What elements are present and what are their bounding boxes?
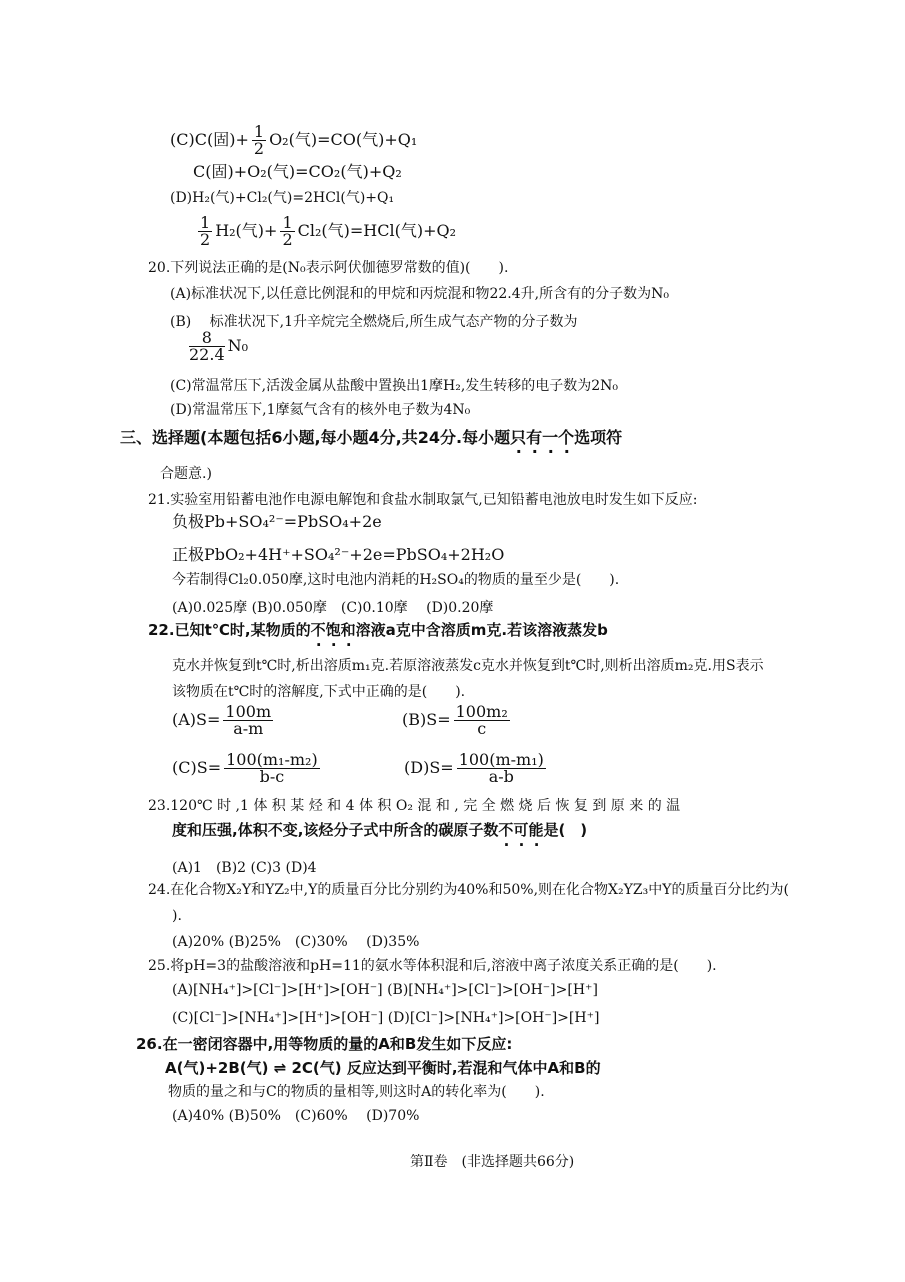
emphasis-char: 和 bbox=[340, 621, 356, 639]
q23-line2 bbox=[172, 820, 587, 840]
q22-line2: 克水并恢复到t℃时,析出溶质m₁克.若原溶液蒸发c克水并恢复到t℃时,则析出溶质m₂克.用S表示 bbox=[172, 658, 764, 674]
q22-a-fraction bbox=[223, 704, 273, 737]
section-3-title bbox=[120, 428, 622, 448]
section-3-title-text: 三、选择题(本题包括6小题,每小题4分,共24分.每小题 bbox=[120, 428, 511, 447]
q22-d-fraction bbox=[457, 752, 546, 785]
q20-option-a: (A)标准状况下,以任意比例混和的甲烷和丙烷混和物22.4升,所含有的分子数为N₀ bbox=[170, 286, 669, 302]
q19-c-fraction bbox=[252, 124, 266, 157]
option-label: (D)S= bbox=[404, 758, 454, 777]
q25-options-ab: (A)[NH₄⁺]>[Cl⁻]>[H⁺]>[OH⁻] (B)[NH₄⁺]>[Cl⁻]>[OH⁻]>[H⁺] bbox=[172, 982, 598, 998]
emphasis-char: 不 bbox=[310, 621, 326, 639]
q21-options: (A)0.025摩 (B)0.050摩 (C)0.10摩 (D)0.20摩 bbox=[172, 600, 494, 616]
q19-d-text-d: Cl₂(气)=HCl(气)+Q₂ bbox=[297, 221, 457, 240]
fraction-denominator: 22.4 bbox=[189, 345, 225, 364]
emphasis-char: 不 bbox=[498, 821, 514, 839]
fraction-numerator: 100(m₁-m₂) bbox=[226, 750, 318, 769]
part-2-heading: 第Ⅱ卷 (非选择题共66分) bbox=[410, 1154, 575, 1170]
emphasis-char: 可 bbox=[513, 821, 529, 839]
q20-stem: 20.下列说法正确的是(N₀表示阿伏伽德罗常数的值)( ). bbox=[148, 260, 509, 276]
fraction-numerator: 1 bbox=[253, 122, 265, 141]
option-label: (C)S= bbox=[172, 758, 222, 777]
q26-line3: 物质的量之和与C的物质的量相等,则这时A的转化率为( ). bbox=[168, 1084, 545, 1100]
fraction-denominator: c bbox=[477, 719, 487, 738]
q20-option-d: (D)常温常压下,1摩氦气含有的核外电子数为4N₀ bbox=[170, 402, 471, 418]
q23-line1: 23.120℃ 时 ,1 体 积 某 烃 和 4 体 积 O₂ 混 和 , 完 全 燃 烧 后 恢 复 到 原 来 的 温 bbox=[148, 798, 681, 814]
q23-options: (A)1 (B)2 (C)3 (D)4 bbox=[172, 860, 317, 876]
q21-positive-electrode: 正极PbO₂+4H⁺+SO₄²⁻+2e=PbSO₄+2H₂O bbox=[172, 545, 505, 564]
fraction-denominator: a-m bbox=[233, 719, 264, 738]
section-3-title-tail: 选项符 bbox=[574, 428, 623, 447]
q25-options-cd: (C)[Cl⁻]>[NH₄⁺]>[H⁺]>[OH⁻] (D)[Cl⁻]>[NH₄⁺]>[OH⁻]>[H⁺] bbox=[172, 1010, 600, 1026]
q22-option-b bbox=[402, 704, 513, 737]
fraction-denominator: b-c bbox=[259, 767, 285, 786]
q19-d-fraction-1 bbox=[198, 215, 212, 248]
q23-line2-tail: 是( ) bbox=[543, 821, 588, 839]
q19-option-c-line2: C(固)+O₂(气)=CO₂(气)+Q₂ bbox=[193, 162, 402, 181]
option-label: (B)S= bbox=[402, 710, 451, 729]
q26-line2: A(气)+2B(气) ⇌ 2C(气) 反应达到平衡时,若混和气体中A和B的 bbox=[165, 1059, 601, 1077]
emphasis-char: 个 bbox=[558, 428, 575, 447]
q24-options: (A)20% (B)25% (C)30% (D)35% bbox=[172, 934, 420, 950]
q25-stem: 25.将pH=3的盐酸溶液和pH=11的氨水等体积混和后,溶液中离子浓度关系正确的是( ). bbox=[148, 958, 717, 974]
q22-option-a bbox=[172, 704, 276, 737]
q19-d-text-b: H₂(气)+ bbox=[215, 221, 278, 240]
q23-line2-text: 度和压强,体积不变,该烃分子式中所含的碳原子数 bbox=[172, 821, 499, 839]
emphasis-char: 只 bbox=[510, 428, 527, 447]
q21-stem: 21.实验室用铅蓄电池作电源电解饱和食盐水制取氯气,已知铅蓄电池放电时发生如下反应: bbox=[148, 492, 698, 508]
q24-line1: 24.在化合物X₂Y和YZ₂中,Y的质量百分比分别约为40%和50%,则在化合物X₂YZ₃中Y的质量百分比约为( bbox=[148, 882, 789, 898]
q26-line1: 26.在一密闭容器中,用等物质的量的A和B发生如下反应: bbox=[136, 1035, 513, 1053]
fraction-numerator: 100(m-m₁) bbox=[458, 750, 544, 769]
q24-line2: ). bbox=[172, 908, 182, 924]
q20-option-b: (B) 标准状况下,1升辛烷完全燃烧后,所生成气态产物的分子数为 bbox=[170, 314, 578, 330]
q19-option-d-line1: (D)H₂(气)+Cl₂(气)=2HCl(气)+Q₁ bbox=[170, 190, 395, 206]
q19-d-fraction-2 bbox=[280, 215, 294, 248]
q21-negative-electrode: 负极Pb+SO₄²⁻=PbSO₄+2e bbox=[172, 512, 382, 531]
q22-line3: 该物质在t℃时的溶解度,下式中正确的是( ). bbox=[172, 684, 466, 700]
fraction-numerator: 100m bbox=[225, 702, 272, 721]
q19-c-text-b: O₂(气)=CO(气)+Q₁ bbox=[269, 130, 418, 149]
q19-option-d-line2 bbox=[195, 215, 456, 248]
emphasis-char: 有 bbox=[526, 428, 543, 447]
q22-stem bbox=[148, 620, 608, 640]
q20-option-c: (C)常温常压下,活泼金属从盐酸中置换出1摩H₂,发生转移的电子数为2N₀ bbox=[170, 378, 619, 394]
option-label: (A)S= bbox=[172, 710, 221, 729]
emphasis-char: 能 bbox=[528, 821, 544, 839]
fraction-denominator: 2 bbox=[282, 230, 293, 249]
fraction-numerator: 100m₂ bbox=[455, 702, 508, 721]
emphasis-char: 饱 bbox=[325, 621, 341, 639]
q26-options: (A)40% (B)50% (C)60% (D)70% bbox=[172, 1108, 420, 1124]
q22-option-d bbox=[404, 752, 549, 785]
fraction-denominator: 2 bbox=[253, 139, 265, 158]
q19-c-text-a: (C)C(固)+ bbox=[170, 130, 249, 149]
fraction-numerator: 1 bbox=[282, 213, 293, 232]
q21-question: 今若制得Cl₂0.050摩,这时电池内消耗的H₂SO₄的物质的量至少是( ). bbox=[172, 572, 620, 588]
fraction-numerator: 1 bbox=[200, 213, 211, 232]
fraction-numerator: 8 bbox=[189, 330, 225, 347]
q22-stem-tail: 溶液a克中含溶质m克.若该溶液蒸发b bbox=[355, 621, 608, 639]
q22-b-fraction bbox=[454, 704, 510, 737]
section-3-title-cont: 合题意.) bbox=[160, 466, 212, 482]
q20-b-fraction bbox=[189, 330, 225, 363]
q20-b-tail: N₀ bbox=[227, 336, 249, 355]
fraction-denominator: a-b bbox=[488, 767, 514, 786]
q22-option-c bbox=[172, 752, 323, 785]
q19-option-c-line1 bbox=[170, 124, 417, 157]
q20-option-b-fraction-line bbox=[186, 330, 248, 363]
emphasis-char: 一 bbox=[542, 428, 559, 447]
q22-c-fraction bbox=[224, 752, 320, 785]
q22-stem-text: 22.已知t℃时,某物质的 bbox=[148, 621, 311, 639]
fraction-denominator: 2 bbox=[200, 230, 211, 249]
